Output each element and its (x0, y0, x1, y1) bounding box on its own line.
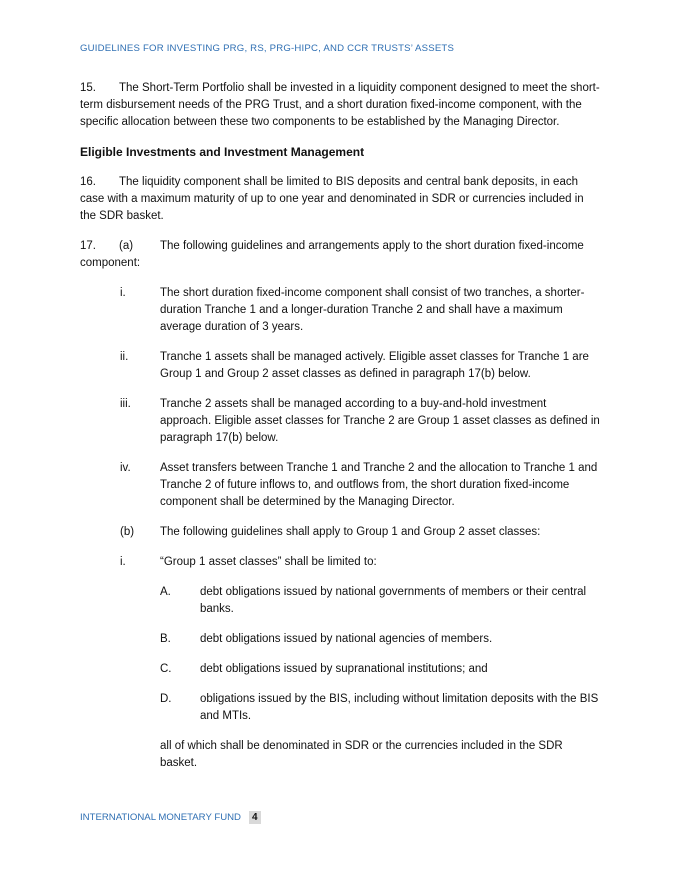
paragraph-15 (80, 80, 600, 131)
list-item-text: debt obligations issued by national agencies of members. (200, 633, 493, 645)
paragraph-number: 15. (80, 82, 96, 94)
list-item-label: C. (160, 663, 172, 675)
subparagraph-text: The following guidelines shall apply to Group 1 and Group 2 asset classes: (160, 526, 541, 538)
list-item-label: D. (160, 693, 172, 705)
list-item (80, 631, 600, 648)
list-item-label: iii. (120, 398, 131, 410)
paragraph-text: The Short-Term Portfolio shall be invested in a liquidity component designed to meet the short-term disbursement needs of the PRG Trust, and a short duration fixed-income component, with the specific allocation between these two components to be established by the Managing Director. (80, 82, 600, 128)
list-item-text: “Group 1 asset classes” shall be limited to: (160, 556, 377, 568)
page-footer (80, 811, 261, 824)
paragraph-16 (80, 174, 600, 225)
list-item-text: The short duration fixed-income component shall consist of two tranches, a shorter-duration Tranche 1 and a longer-duration Tranche 2 and shall have a maximum average duration of 3 years. (160, 287, 585, 333)
list-item (80, 661, 600, 678)
list-item-text: debt obligations issued by supranational institutions; and (200, 663, 488, 675)
list-item-text: Tranche 1 assets shall be managed actively. Eligible asset classes for Tranche 1 are Group 1 and Group 2 asset classes as defined in paragraph 17(b) below. (160, 351, 589, 380)
list-item (80, 691, 600, 725)
list-item (80, 584, 600, 618)
list-item-label: i. (120, 287, 126, 299)
list-item-label: iv. (120, 462, 131, 474)
section-heading: Eligible Investments and Investment Management (80, 145, 365, 159)
paragraph-number: 16. (80, 176, 96, 188)
closing-text: all of which shall be denominated in SDR or the currencies included in the SDR basket. (160, 740, 563, 769)
list-item-text: Asset transfers between Tranche 1 and Tranche 2 and the allocation to Tranche 1 and Tranche 2 of future inflows to, and outflows from, the short duration fixed-income component shall be determined by the Managing Director. (160, 462, 598, 508)
list-item (80, 460, 600, 511)
list-item-text: debt obligations issued by national governments of members or their central banks. (200, 586, 587, 615)
subparagraph-label: (a) (119, 240, 134, 252)
page-number: 4 (249, 811, 261, 824)
paragraph-number: 17. (80, 240, 96, 252)
list-item-label: B. (160, 633, 171, 645)
running-header: GUIDELINES FOR INVESTING PRG, RS, PRG-HIPC, AND CCR TRUSTS’ ASSETS (80, 43, 455, 54)
list-item (80, 349, 600, 383)
list-item (80, 396, 600, 447)
list-item-label: ii. (120, 351, 129, 363)
paragraph-text: The liquidity component shall be limited to BIS deposits and central bank deposits, in each case with a maximum maturity of up to one year and denominated in SDR or currencies included in the SDR basket. (80, 176, 584, 222)
footer-organization: INTERNATIONAL MONETARY FUND (80, 812, 241, 823)
list-item-label: i. (120, 556, 126, 568)
subparagraph-17b (80, 524, 600, 541)
list-item (80, 554, 600, 571)
subparagraph-label: (b) (120, 526, 135, 538)
paragraph-text: The following guidelines and arrangements apply to the short duration fixed-income component: (80, 240, 584, 269)
list-item (80, 285, 600, 336)
list-item-text: Tranche 2 assets shall be managed according to a buy-and-hold investment approach. Eligible asset classes for Tranche 2 are Group 1 asset classes as defined in paragraph 17(b) below. (160, 398, 600, 444)
paragraph-17a (80, 238, 600, 272)
list-item-label: A. (160, 586, 171, 598)
document-body (80, 80, 600, 785)
list-item-text: obligations issued by the BIS, including without limitation deposits with the BIS and MTIs. (200, 693, 599, 722)
